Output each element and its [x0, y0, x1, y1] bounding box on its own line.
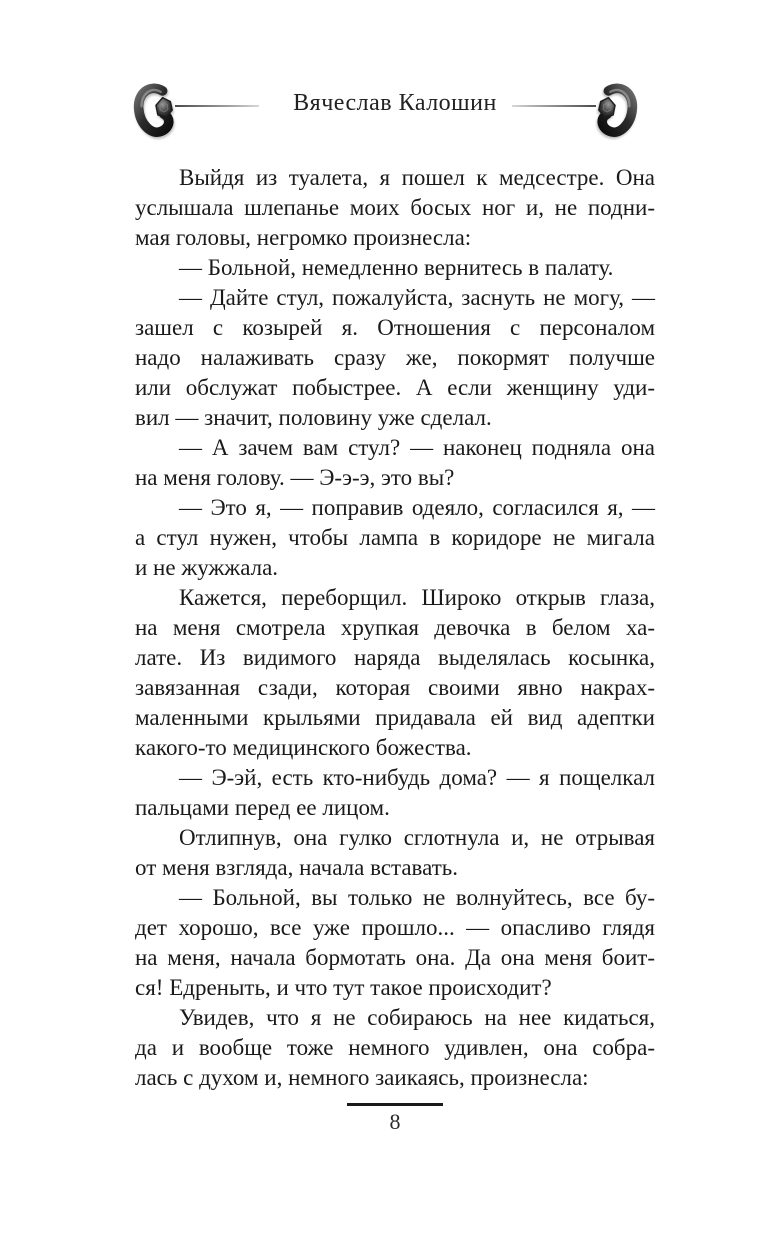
text-line: какого-то медицинского божества. [135, 735, 472, 760]
text-line: от меня взгляда, начала вставать. [135, 855, 459, 880]
text-line: Выйдя из туалета, я пошел к медсестре. Она [179, 165, 655, 190]
text-line: вил — значит, половину уже сделал. [135, 405, 492, 430]
text-line: на меня, начала бормотать она. Да она меня боит- [135, 945, 655, 970]
text-line: на меня голову. — Э-э-э, это вы? [135, 465, 455, 490]
page-number: 8 [389, 1109, 401, 1134]
author-running-head: Вячеслав Калошин [293, 90, 497, 116]
page-footer [135, 1103, 655, 1135]
paragraph [135, 163, 655, 253]
text-line: Отлипнув, она гулко сглотнула и, не отрывая [179, 825, 655, 850]
paragraph [135, 253, 655, 283]
paragraph [135, 823, 655, 883]
text-line: — Это я, — поправив одеяло, согласился я, — [179, 495, 655, 520]
paragraph [135, 583, 655, 763]
text-line: ся! Едреныть, и что тут такое происходит? [135, 975, 552, 1000]
footer-rule [347, 1103, 443, 1106]
text-line: а стул нужен, чтобы лампа в коридоре не мигала [135, 525, 655, 550]
text-line: — Больной, немедленно вернитесь в палату. [179, 255, 614, 280]
ornament-pin-line-right [512, 105, 596, 107]
paragraph [135, 763, 655, 823]
text-line: — А зачем вам стул? — наконец подняла она [179, 435, 655, 460]
text-line: завязанная сзади, которая своими явно накрах- [135, 675, 655, 700]
paragraph [135, 283, 655, 433]
text-line: лась с духом и, немного заикаясь, произнесла: [135, 1065, 589, 1090]
text-line: надо налаживать сразу же, покормят получше [135, 345, 655, 370]
text-line: лате. Из видимого наряда выделялась косынка, [135, 645, 655, 670]
text-line: — Э-эй, есть кто-нибудь дома? — я пощелкал [179, 765, 655, 790]
text-line: на меня смотрела хрупкая девочка в белом ха- [135, 615, 655, 640]
text-line: да и вообще тоже немного удивлен, она собра- [135, 1035, 655, 1060]
text-line: пальцами перед ее лицом. [135, 795, 390, 820]
curl-pin-ornament-icon-mirrored [594, 82, 640, 142]
text-line: — Дайте стул, пожалуйста, заснуть не могу, — [179, 285, 655, 310]
paragraph [135, 1003, 655, 1093]
paragraph [135, 433, 655, 493]
paragraph [135, 883, 655, 1003]
text-line: Увидев, что я не собираюсь на нее кидаться, [179, 1005, 655, 1030]
text-line: Кажется, переборщил. Широко открыв глаза, [179, 585, 655, 610]
text-line: или обслужат побыстрее. А если женщину уди- [135, 375, 655, 400]
text-line: зашел с козырей я. Отношения с персоналом [135, 315, 655, 340]
text-line: и не жужжала. [135, 555, 279, 580]
text-line: услышала шлепанье моих босых ног и, не подни- [135, 195, 655, 220]
paragraph [135, 493, 655, 583]
text-line: — Больной, вы только не волнуйтесь, все бу- [179, 885, 655, 910]
text-line: дет хорошо, все уже прошло... — опасливо глядя [135, 915, 655, 940]
text-line: мая головы, негромко произнесла: [135, 225, 472, 250]
page-text [135, 163, 655, 1093]
text-line: маленными крыльями придавала ей вид адептки [135, 705, 655, 730]
